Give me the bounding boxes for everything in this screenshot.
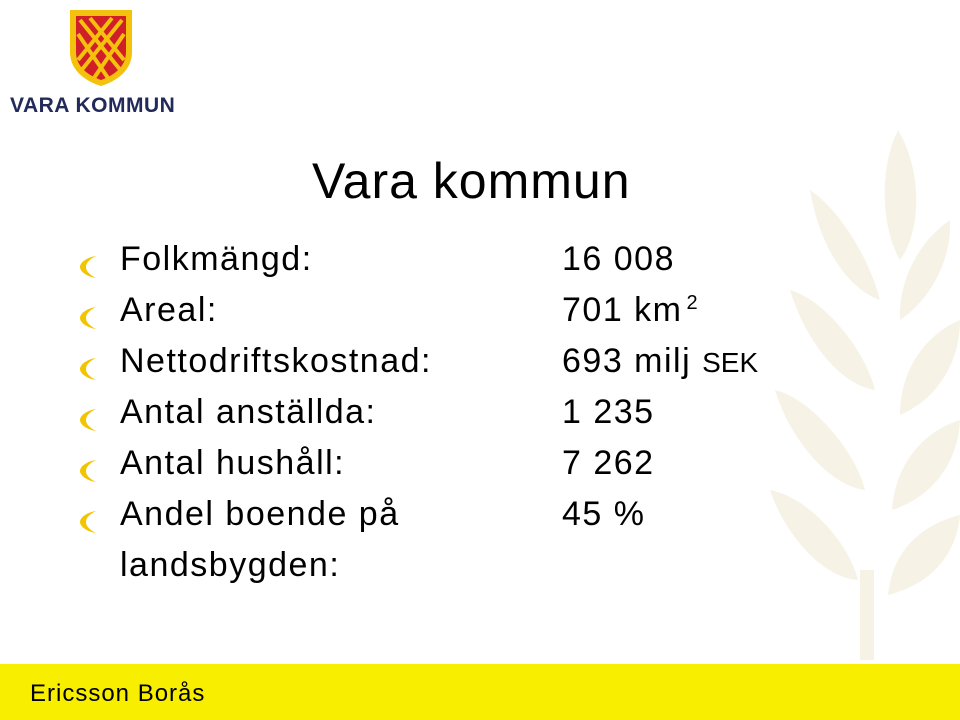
fact-value: 45 % [562,495,646,533]
logo-text: VARA KOMMUN [10,94,176,117]
footer-bar [0,664,960,720]
bullet-icon [80,358,96,380]
list-item [80,240,900,291]
slide-title: Vara kommun [312,153,631,209]
currency-unit: SEK [702,347,759,378]
fact-label: Folkmängd: [120,240,313,278]
facts-list [80,240,900,597]
coat-of-arms-icon [68,8,134,88]
fact-label: Areal: [120,291,218,329]
fact-value: 16 008 [562,240,675,278]
fact-value-number: 693 milj [562,342,692,380]
bullet-icon [80,511,96,533]
fact-label-continuation: landsbygden: [120,546,341,584]
bullet-icon [80,409,96,431]
fact-value [562,342,758,381]
fact-value: 1 235 [562,393,655,431]
list-item [80,444,900,495]
bullet-icon [80,256,96,278]
fact-label: Antal anställda: [120,393,377,431]
fact-label: Andel boende på [120,495,400,533]
fact-label: Nettodriftskostnad: [120,342,432,380]
list-item [80,495,900,546]
superscript: 2 [686,291,700,314]
vara-kommun-logo [10,8,180,118]
fact-value [562,291,699,330]
list-item [80,291,900,342]
fact-label: Antal hushåll: [120,444,346,482]
list-item [80,393,900,444]
bullet-icon [80,460,96,482]
fact-value-number: 701 km [562,291,683,329]
bullet-icon [80,307,96,329]
list-item [80,342,900,393]
list-item-continuation [80,546,900,597]
fact-value: 7 262 [562,444,655,482]
footer-text: Ericsson Borås [30,680,206,707]
